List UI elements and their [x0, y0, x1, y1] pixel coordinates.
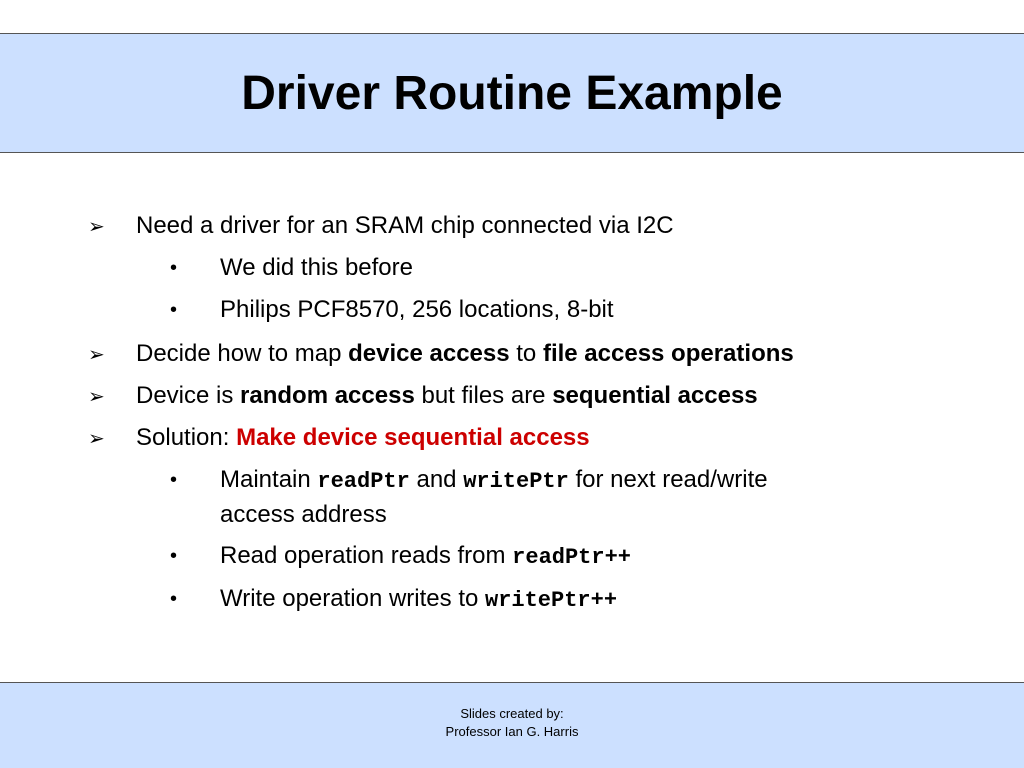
text-segment: to [509, 340, 543, 367]
sub-bullet-read-op [220, 539, 631, 575]
bold-segment: file access operations [542, 340, 794, 367]
arrow-bullet-icon: ➢ [88, 214, 105, 238]
title-band [0, 33, 1024, 153]
dot-bullet-icon: • [170, 257, 178, 279]
slide-title: Driver Routine Example [241, 66, 783, 120]
bullet-solution [136, 421, 590, 455]
bold-segment: sequential access [552, 382, 758, 409]
text-segment: Maintain [220, 466, 318, 493]
bold-segment: device access [348, 340, 510, 367]
code-segment: readPtr++ [512, 545, 631, 570]
code-segment: readPtr [317, 469, 410, 494]
text-segment: Decide how to map [136, 340, 349, 367]
arrow-bullet-icon: ➢ [88, 426, 105, 450]
footer-author: Professor Ian G. Harris [445, 724, 579, 739]
dot-bullet-icon: • [170, 588, 178, 610]
dot-bullet-icon: • [170, 469, 178, 491]
footer-credit-label: Slides created by: [460, 706, 564, 721]
text-segment: Read operation reads from [220, 542, 513, 569]
sub-bullet-philips: Philips PCF8570, 256 locations, 8-bit [220, 296, 614, 323]
sub-bullet-write-op [220, 582, 617, 618]
dot-bullet-icon: • [170, 299, 178, 321]
sub-bullet-maintain-ptrs [220, 463, 768, 499]
sub-bullet-maintain-ptrs-cont: access address [220, 501, 387, 528]
bullet-decide-map [136, 337, 794, 371]
highlight-segment: Make device sequential access [236, 424, 590, 451]
bullet-device-random [136, 379, 758, 413]
text-segment: Device is [136, 382, 241, 409]
arrow-bullet-icon: ➢ [88, 342, 105, 366]
text-segment: and [409, 466, 464, 493]
dot-bullet-icon: • [170, 545, 178, 567]
bold-segment: random access [240, 382, 415, 409]
footer-band [0, 682, 1024, 768]
arrow-bullet-icon: ➢ [88, 384, 105, 408]
text-segment: Solution: [136, 424, 237, 451]
text-segment: but files are [414, 382, 553, 409]
text-segment: Write operation writes to [220, 585, 485, 612]
code-segment: writePtr [463, 469, 569, 494]
text-segment: for next read/write [568, 466, 768, 493]
bullet-sram-driver: Need a driver for an SRAM chip connected via I2C [136, 212, 674, 239]
code-segment: writePtr++ [485, 588, 618, 613]
sub-bullet-did-before: We did this before [220, 254, 413, 281]
